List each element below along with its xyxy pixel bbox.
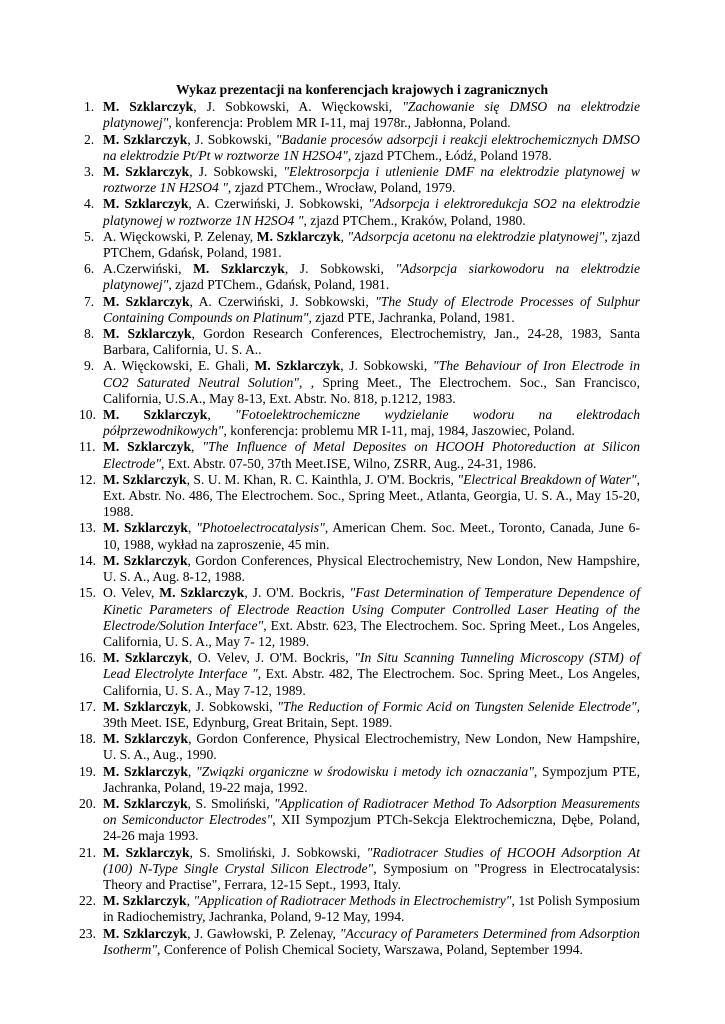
entry-number: 1. xyxy=(84,99,95,115)
entry-authors: A. Więckowski, P. Zelenay, xyxy=(103,228,257,244)
entry-author-highlight: M. Szklarczyk xyxy=(193,261,285,277)
entry-authors: , S. U. M. Khan, R. C. Kainthla, J. O'M. Bockris, xyxy=(186,471,458,487)
entry-authors: , xyxy=(207,407,235,423)
entry-details: , Sympozjum PTE, Jachranka, Poland, 19-22 maja, 1992. xyxy=(103,763,640,795)
entry-number: 2. xyxy=(84,131,95,147)
entry-title: "Badanie procesów adsorpcji i reakcji elektrochemicznych DMSO na elektrodzie Pt/Pt w roztworze 1N H2SO4" xyxy=(103,131,640,163)
entry-details: , Ext. Abstr. No. 486, The Electrochem. Soc., Spring Meet., Atlanta, Georgia, U. S. A., May 15-20, 1988. xyxy=(103,471,640,520)
entry-authors: , S. Smoliński, J. Sobkowski, xyxy=(189,844,367,860)
entry-title: "Zachowanie się DMSO na elektrodzie platynowej" xyxy=(103,99,640,131)
entry-details: , American Chem. Soc. Meet., Toronto, Canada, June 6-10, 1988, wykład na zaproszenie, 45 min. xyxy=(103,520,640,552)
entry-authors: A.Czerwiński, xyxy=(103,261,194,277)
entry-title: "The Influence of Metal Deposites on HCOOH Photoreduction at Silicon Electrode" xyxy=(103,439,640,471)
list-item xyxy=(84,164,640,196)
entry-title: "Adsorpcja i elektroredukcja SO2 na elektrodzie platynowej w roztworze 1N H2SO4 " xyxy=(103,196,640,228)
entry-author-highlight: M. Szklarczyk xyxy=(103,552,188,568)
list-item xyxy=(79,925,640,958)
entry-author-highlight: M. Szklarczyk xyxy=(103,326,192,342)
entry-title: "Związki organiczne w środowisku i metody ich oznaczania" xyxy=(196,763,534,779)
entry-details: , zjazd PTChem., Łódź, Poland 1978. xyxy=(347,147,552,163)
entry-authors: A. Więckowski, E. Ghali, xyxy=(103,358,255,374)
entry-number: 23. xyxy=(79,925,96,941)
entry-number: 22. xyxy=(79,893,96,909)
entry-number: 12. xyxy=(79,471,96,487)
entry-authors: , J. Sobkowski, A. Więckowski, xyxy=(193,99,403,115)
list-item xyxy=(79,698,641,731)
entry-number: 15. xyxy=(79,585,96,601)
entry-title: "Fotoelektrochemiczne wydzielanie wodoru na elektrodach półprzewodnikowych" xyxy=(103,407,640,439)
entry-details: , XII Sympozjum PTCh-Sekcja Elektrochemiczna, Dębe, Poland, 24-26 maja 1993. xyxy=(103,812,640,844)
entry-number: 3. xyxy=(84,164,95,180)
entry-authors: , J. Sobkowski, xyxy=(187,698,278,714)
entry-authors: , xyxy=(191,439,203,455)
entry-number: 11. xyxy=(79,439,96,455)
list-item xyxy=(79,844,640,894)
entry-authors: , Gordon Conference, Physical Electrochemistry, New London, New Hampshire, U. S. A., Aug., 1990. xyxy=(103,731,640,763)
entry-author-highlight: M. Szklarczyk xyxy=(103,698,188,714)
presentation-list xyxy=(79,99,641,958)
entry-authors: , J. Sobkowski, xyxy=(187,131,276,147)
list-item xyxy=(79,552,640,585)
entry-title: "Application of Radiotracer Method To Adsorption Measurements on Semiconductor Electrodes" xyxy=(103,795,640,828)
entry-authors: , A. Czerwiński, J. Sobkowski, xyxy=(188,196,369,212)
entry-number: 20. xyxy=(79,795,96,811)
entry-details: , konferencja: Problem MR I-11, maj 1978r., Jabłonna, Poland. xyxy=(168,115,511,131)
list-item xyxy=(79,585,640,650)
list-item xyxy=(84,261,640,293)
entry-authors: , O. Velev, J. O'M. Bockris, xyxy=(188,650,355,666)
list-item xyxy=(79,650,640,699)
list-item xyxy=(84,326,640,358)
entry-authors: , S. Smoliński, xyxy=(187,795,275,811)
entry-details: , Ext. Abstr. 623, The Electrochem. Soc. Spring Meet., Los Angeles, California, U. S. A., May 7- 12, 1989. xyxy=(103,617,640,649)
entry-number: 4. xyxy=(84,196,95,212)
entry-authors: , J. Sobkowski, xyxy=(340,358,433,374)
entry-author-highlight: M. Szklarczyk xyxy=(103,520,188,536)
entry-authors: , A. Czerwiński, J. Sobkowski, xyxy=(189,293,376,309)
entry-details: , zjazd PTChem, Gdańsk, Poland, 1981. xyxy=(103,228,640,261)
list-item xyxy=(84,196,640,228)
entry-authors: , xyxy=(186,893,194,909)
list-item xyxy=(79,471,640,521)
entry-author-highlight: M. Szklarczyk xyxy=(103,164,190,180)
list-item xyxy=(79,407,640,439)
entry-authors: , Gordon Research Conferences, Electrochemistry, Jan., 24-28, 1983, Santa Barbara, California, U. S. A.. xyxy=(103,326,640,358)
list-item xyxy=(84,294,640,326)
entry-author-highlight: M. Szklarczyk xyxy=(256,228,341,244)
entry-title: "The Study of Electrode Processes of Sulphur Containing Compounds on Platinum" xyxy=(103,293,640,325)
entry-number: 18. xyxy=(79,731,96,747)
entry-number: 10. xyxy=(79,407,96,423)
entry-number: 19. xyxy=(79,763,96,779)
entry-details: , zjazd PTChem., Wrocław, Poland, 1979. xyxy=(227,180,456,196)
entry-title: "Adsorpcja acetonu na elektrodzie platynowej" xyxy=(347,228,605,244)
entry-authors: , J. Sobkowski, xyxy=(284,261,396,277)
list-item xyxy=(79,731,640,763)
entry-details: , Ext. Abstr. 482, The Electrochem. Soc. Spring Meet., Los Angeles, California, U. S. A., May 7-12, 1989. xyxy=(103,666,640,698)
entry-author-highlight: M. Szklarczyk xyxy=(103,407,208,423)
list-item xyxy=(79,893,641,925)
entry-title: "In Situ Scanning Tunneling Microscopy (STM) of Lead Electrolyte Interface " xyxy=(103,650,640,682)
entry-title: "The Behaviour of Iron Electrode in CO2 Saturated Neutral Solution" xyxy=(103,358,641,390)
entry-details: , Ext. Abstr. 07-50, 37th Meet.ISE, Wilno, ZSRR, Aug., 24-31, 1986. xyxy=(161,455,537,471)
entry-title: "The Reduction of Formic Acid on Tungsten Selenide Electrode" xyxy=(277,698,637,714)
list-item xyxy=(84,358,640,407)
entry-author-highlight: M. Szklarczyk xyxy=(103,925,188,941)
entry-author-highlight: M. Szklarczyk xyxy=(254,358,341,374)
entry-details: , 39th Meet. ISE, Edynburg, Great Britain, Sept. 1989. xyxy=(103,698,641,730)
entry-authors: , J. Sobkowski, xyxy=(189,164,284,180)
entry-author-highlight: M. Szklarczyk xyxy=(103,844,190,860)
document-page xyxy=(79,82,641,958)
list-item xyxy=(84,229,640,261)
entry-title: "Radiotracer Studies of HCOOH Adsorption At (100) N-Type Single Crystal Silicon Electrode" xyxy=(103,844,640,876)
entry-details: , konferencja: problemu MR I-11, maj, 1984, Jaszowiec, Poland. xyxy=(223,423,575,439)
entry-authors: , Gordon Conferences, Physical Electrochemistry, New London, New Hampshire, U. S. A., Aug. 8-12, 1988. xyxy=(103,552,640,585)
entry-details: , Symposium on "Progress in Electrocatalysis: Theory and Practise", Ferrara, 12-15 Sept., 1993, Italy. xyxy=(103,860,640,892)
entry-number: 21. xyxy=(79,844,96,860)
entry-details: , , Spring Meet., The Electrochem. Soc., San Francisco, California, U.S.A., May 8-13, Ext. Abstr. No. 818, p.1212, 1983. xyxy=(103,374,640,406)
entry-author-highlight: M. Szklarczyk xyxy=(103,471,187,487)
entry-author-highlight: M. Szklarczyk xyxy=(159,585,245,601)
entry-title: "Electrical Breakdown of Water" xyxy=(457,471,637,487)
entry-number: 13. xyxy=(79,520,96,536)
entry-authors: , xyxy=(187,520,197,536)
entry-author-highlight: M. Szklarczyk xyxy=(103,731,189,747)
entry-author-highlight: M. Szklarczyk xyxy=(103,795,188,811)
entry-details: , zjazd PTChem., Gdańsk, Poland, 1981. xyxy=(168,277,390,293)
entry-author-highlight: M. Szklarczyk xyxy=(103,196,189,212)
entry-number: 8. xyxy=(84,326,95,342)
entry-number: 14. xyxy=(79,552,96,568)
entry-title: "Adsorpcja siarkowodoru na elektrodzie platynowej" xyxy=(103,261,640,293)
entry-title: "Accuracy of Parameters Determined from Adsorption Isotherm" xyxy=(103,925,640,957)
entry-authors: , J. Gawłowski, P. Zelenay, xyxy=(187,925,340,941)
document-title: Wykaz prezentacji na konferencjach krajowych i zagranicznych xyxy=(175,82,548,97)
entry-title: "Fast Determination of Temperature Dependence of Kinetic Parameters of Electrode Reaction Using Computer Controlled Laser Heating of the Electrode/Solution Interface" xyxy=(103,585,640,633)
entry-title: "Photoelectrocatalysis" xyxy=(196,520,325,536)
entry-authors: , xyxy=(187,763,196,779)
entry-number: 16. xyxy=(79,650,96,666)
list-item xyxy=(79,439,640,471)
entry-authors: O. Velev, xyxy=(103,585,160,601)
entry-title: "Elektrosorpcja i utlenienie DMF na elektrodzie platynowej w roztworze 1N H2SO4 " xyxy=(103,164,640,196)
list-item xyxy=(84,132,640,164)
entry-details: , zjazd PTE, Jachranka, Poland, 1981. xyxy=(308,309,515,325)
list-item xyxy=(79,763,640,796)
list-item xyxy=(84,99,640,131)
entry-authors: , J. O'M. Bockris, xyxy=(244,585,350,601)
entry-author-highlight: M. Szklarczyk xyxy=(103,650,189,666)
entry-authors: , xyxy=(340,228,348,244)
entry-details: , zjazd PTChem., Kraków, Poland, 1980. xyxy=(303,212,526,228)
entry-author-highlight: M. Szklarczyk xyxy=(103,763,188,779)
entry-author-highlight: M. Szklarczyk xyxy=(103,293,190,309)
entry-number: 9. xyxy=(84,358,95,374)
entry-number: 7. xyxy=(84,293,95,309)
entry-author-highlight: M. Szklarczyk xyxy=(103,99,194,115)
entry-details: , 1st Polish Symposium in Radiochemistry, Jachranka, Poland, 9-12 May, 1994. xyxy=(103,893,641,925)
entry-title: "Application of Radiotracer Methods in Electrochemistry" xyxy=(193,893,512,909)
entry-author-highlight: M. Szklarczyk xyxy=(103,439,192,455)
entry-number: 5. xyxy=(84,228,95,244)
list-item xyxy=(79,795,640,845)
entry-details: , Conference of Polish Chemical Society, Warszawa, Poland, September 1994. xyxy=(157,941,583,957)
entry-author-highlight: M. Szklarczyk xyxy=(103,893,187,909)
entry-number: 6. xyxy=(84,261,95,277)
entry-author-highlight: M. Szklarczyk xyxy=(103,131,188,147)
entry-number: 17. xyxy=(79,698,96,714)
list-item xyxy=(79,520,640,552)
